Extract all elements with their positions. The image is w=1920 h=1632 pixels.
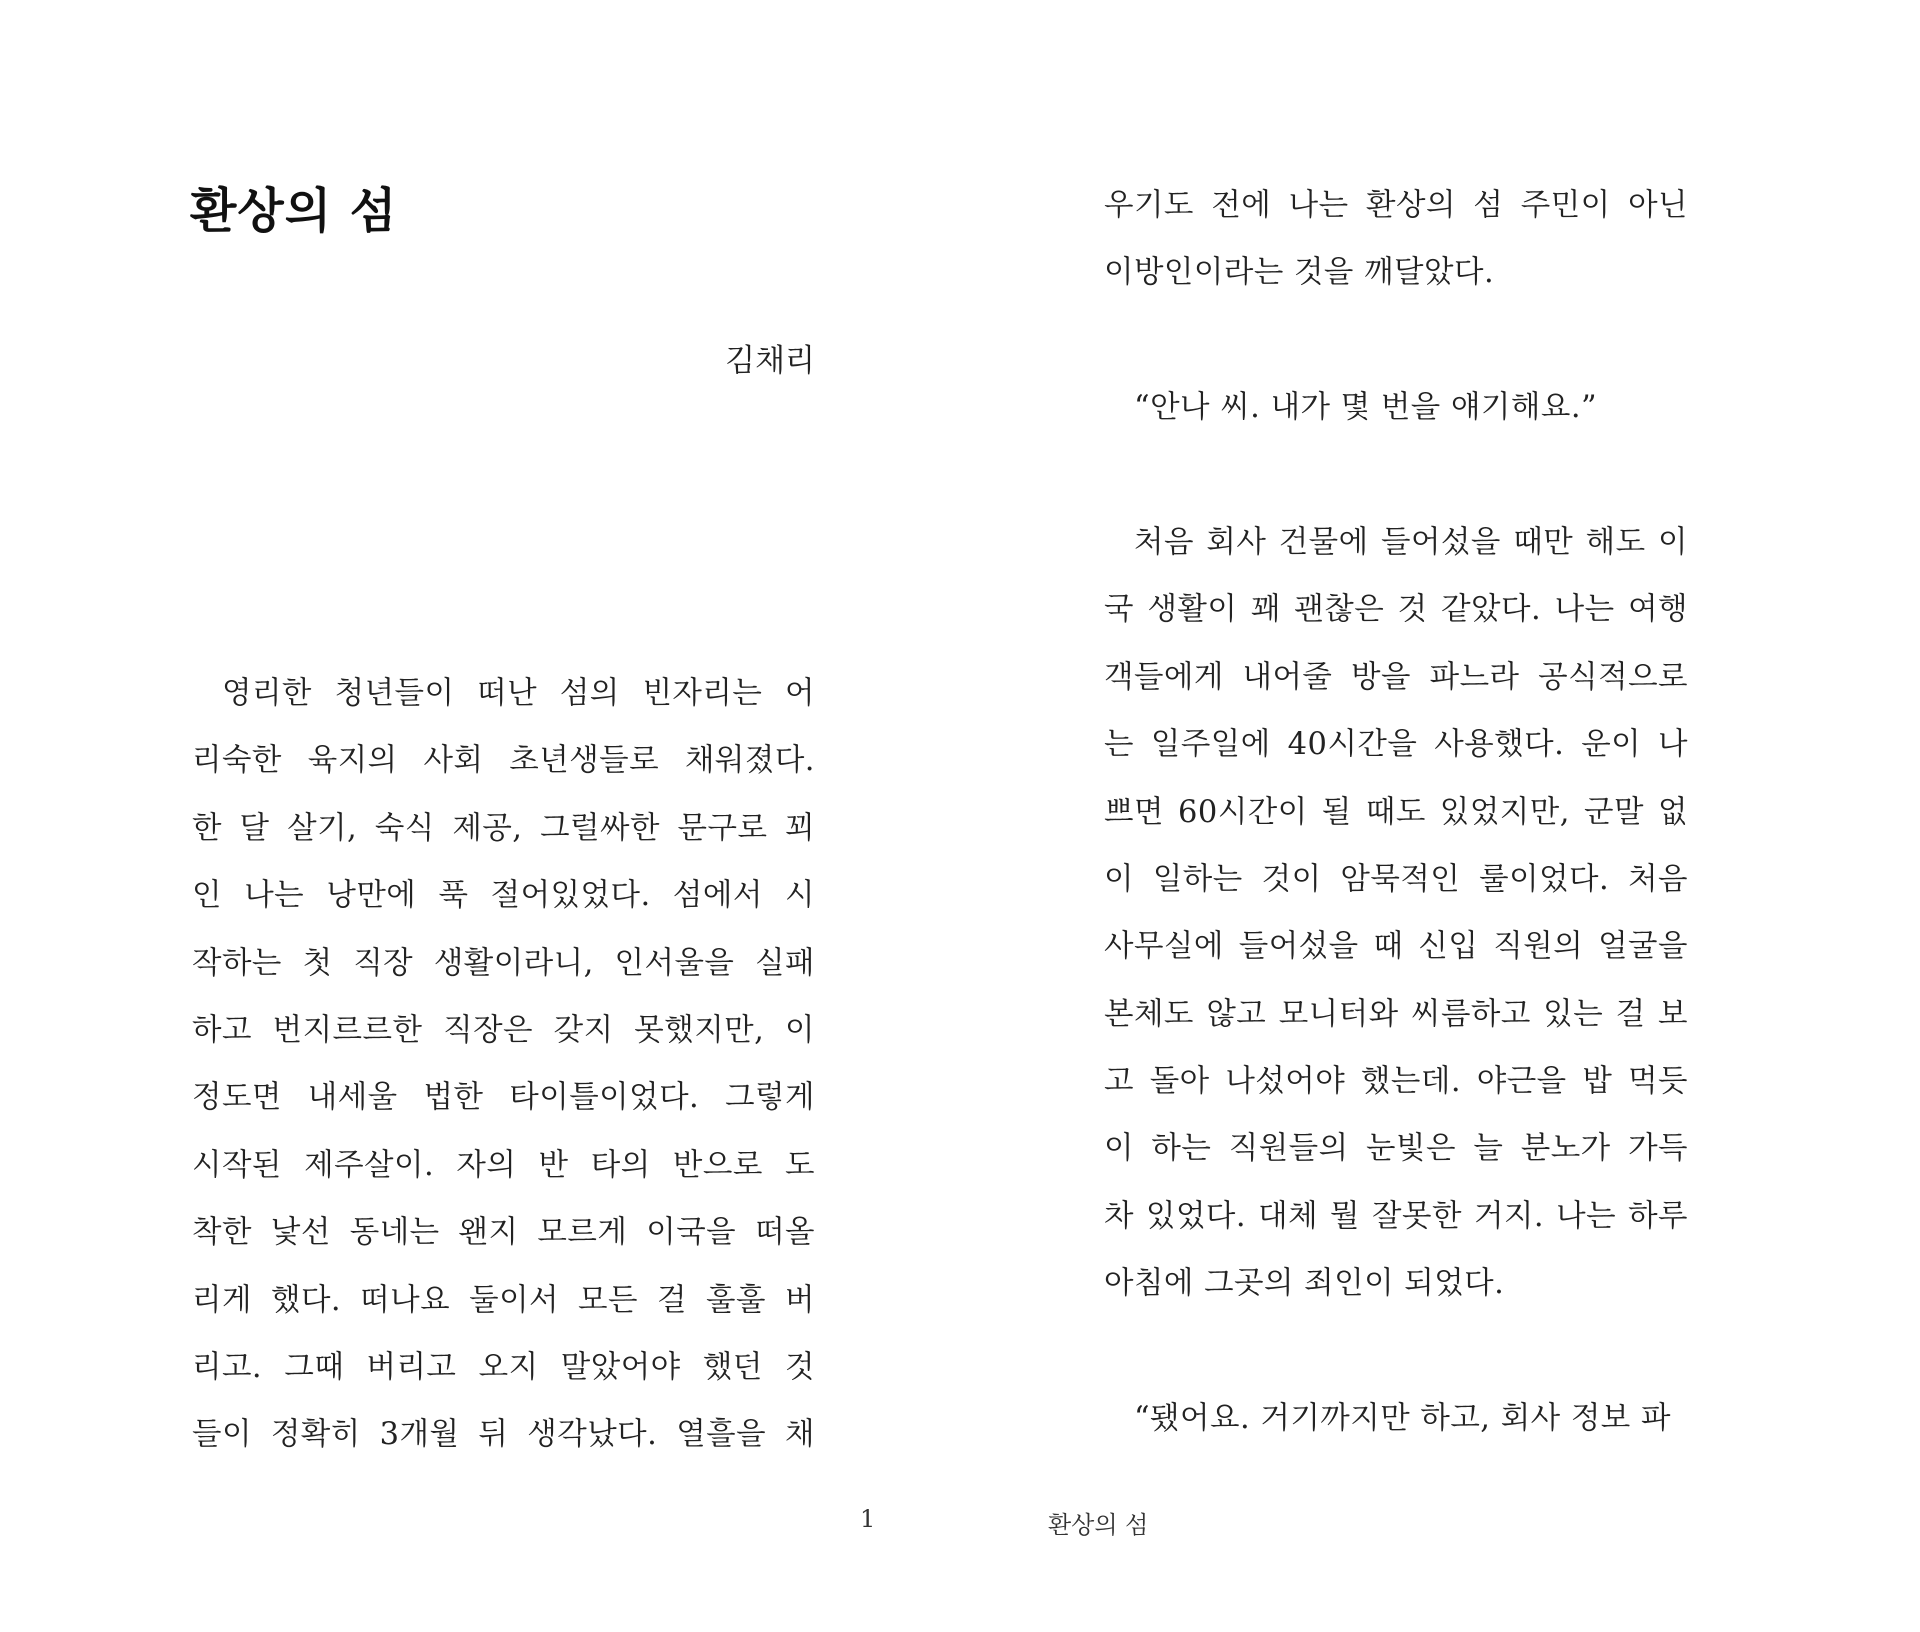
text-line: 하고 번지르르한 직장은 갖지 못했지만, 이	[192, 1012, 815, 1048]
text-line: 리게 했다. 떠나요 둘이서 모든 걸 훌훌 버	[192, 1282, 815, 1318]
text-line: 한 달 살기, 숙식 제공, 그럴싸한 문구로 꾀	[192, 810, 815, 846]
page-number: 1	[860, 1505, 876, 1533]
text-line: 인 나는 낭만에 푹 절어있었다. 섬에서 시	[192, 878, 815, 914]
author-name: 김채리	[725, 343, 815, 379]
text-line: 본체도 않고 모니터와 씨름하고 있는 걸 보	[1104, 996, 1688, 1032]
text-line: 우기도 전에 나는 환상의 섬 주민이 아닌	[1104, 188, 1688, 223]
text-line: 리숙한 육지의 사회 초년생들로 채워졌다.	[192, 743, 815, 779]
text-line: 이방인이라는 것을 깨달았다.	[1104, 255, 1495, 291]
text-line: 작하는 첫 직장 생활이라니, 인서울을 실패	[192, 945, 815, 981]
left-paragraph	[192, 660, 815, 1469]
text-line: 이 하는 직원들의 눈빛은 늘 분노가 가득	[1104, 1131, 1688, 1167]
text-line: 아침에 그곳의 죄인이 되었다.	[1104, 1266, 1505, 1302]
text-line: 시작된 제주살이. 자의 반 타의 반으로 도	[192, 1147, 815, 1183]
text-line: 사무실에 들어섰을 때 신입 직원의 얼굴을	[1104, 929, 1688, 965]
text-line: 처음 회사 건물에 들어섰을 때만 해도 이	[1134, 524, 1688, 560]
running-title: 환상의 섬	[1048, 1511, 1149, 1539]
text-line: 차 있었다. 대체 뭘 잘못한 거지. 나는 하루	[1104, 1198, 1688, 1234]
story-title: 환상의 섬	[190, 183, 398, 239]
dialogue-line: “안나 씨. 내가 몇 번을 얘기해요.”	[1134, 390, 1598, 426]
text-line: 객들에게 내어줄 방을 파느라 공식적으로	[1104, 659, 1688, 695]
text-line: 들이 정확히 3개월 뒤 생각났다. 열흘을 채	[192, 1417, 815, 1453]
text-line: 리고. 그때 버리고 오지 말았어야 했던 것	[192, 1349, 815, 1385]
text-line: 고 돌아 나섰어야 했는데. 야근을 밥 먹듯	[1104, 1064, 1688, 1100]
right-column	[1104, 172, 1688, 1452]
text-line: 정도면 내세울 법한 타이틀이었다. 그렇게	[192, 1080, 815, 1116]
text-line: 국 생활이 꽤 괜찮은 것 같았다. 나는 여행	[1104, 592, 1688, 628]
text-line: 는 일주일에 40시간을 사용했다. 운이 나	[1104, 727, 1688, 763]
dialogue-line: “됐어요. 거기까지만 하고, 회사 정보 파	[1134, 1401, 1671, 1437]
right-page	[960, 0, 1920, 1632]
text-line: 착한 낯선 동네는 왠지 모르게 이국을 떠올	[192, 1215, 815, 1251]
text-line: 쁘면 60시간이 될 때도 있었지만, 군말 없	[1104, 794, 1688, 830]
text-line: 영리한 청년들이 떠난 섬의 빈자리는 어	[222, 676, 815, 711]
text-line: 이 일하는 것이 암묵적인 룰이었다. 처음	[1104, 861, 1688, 897]
